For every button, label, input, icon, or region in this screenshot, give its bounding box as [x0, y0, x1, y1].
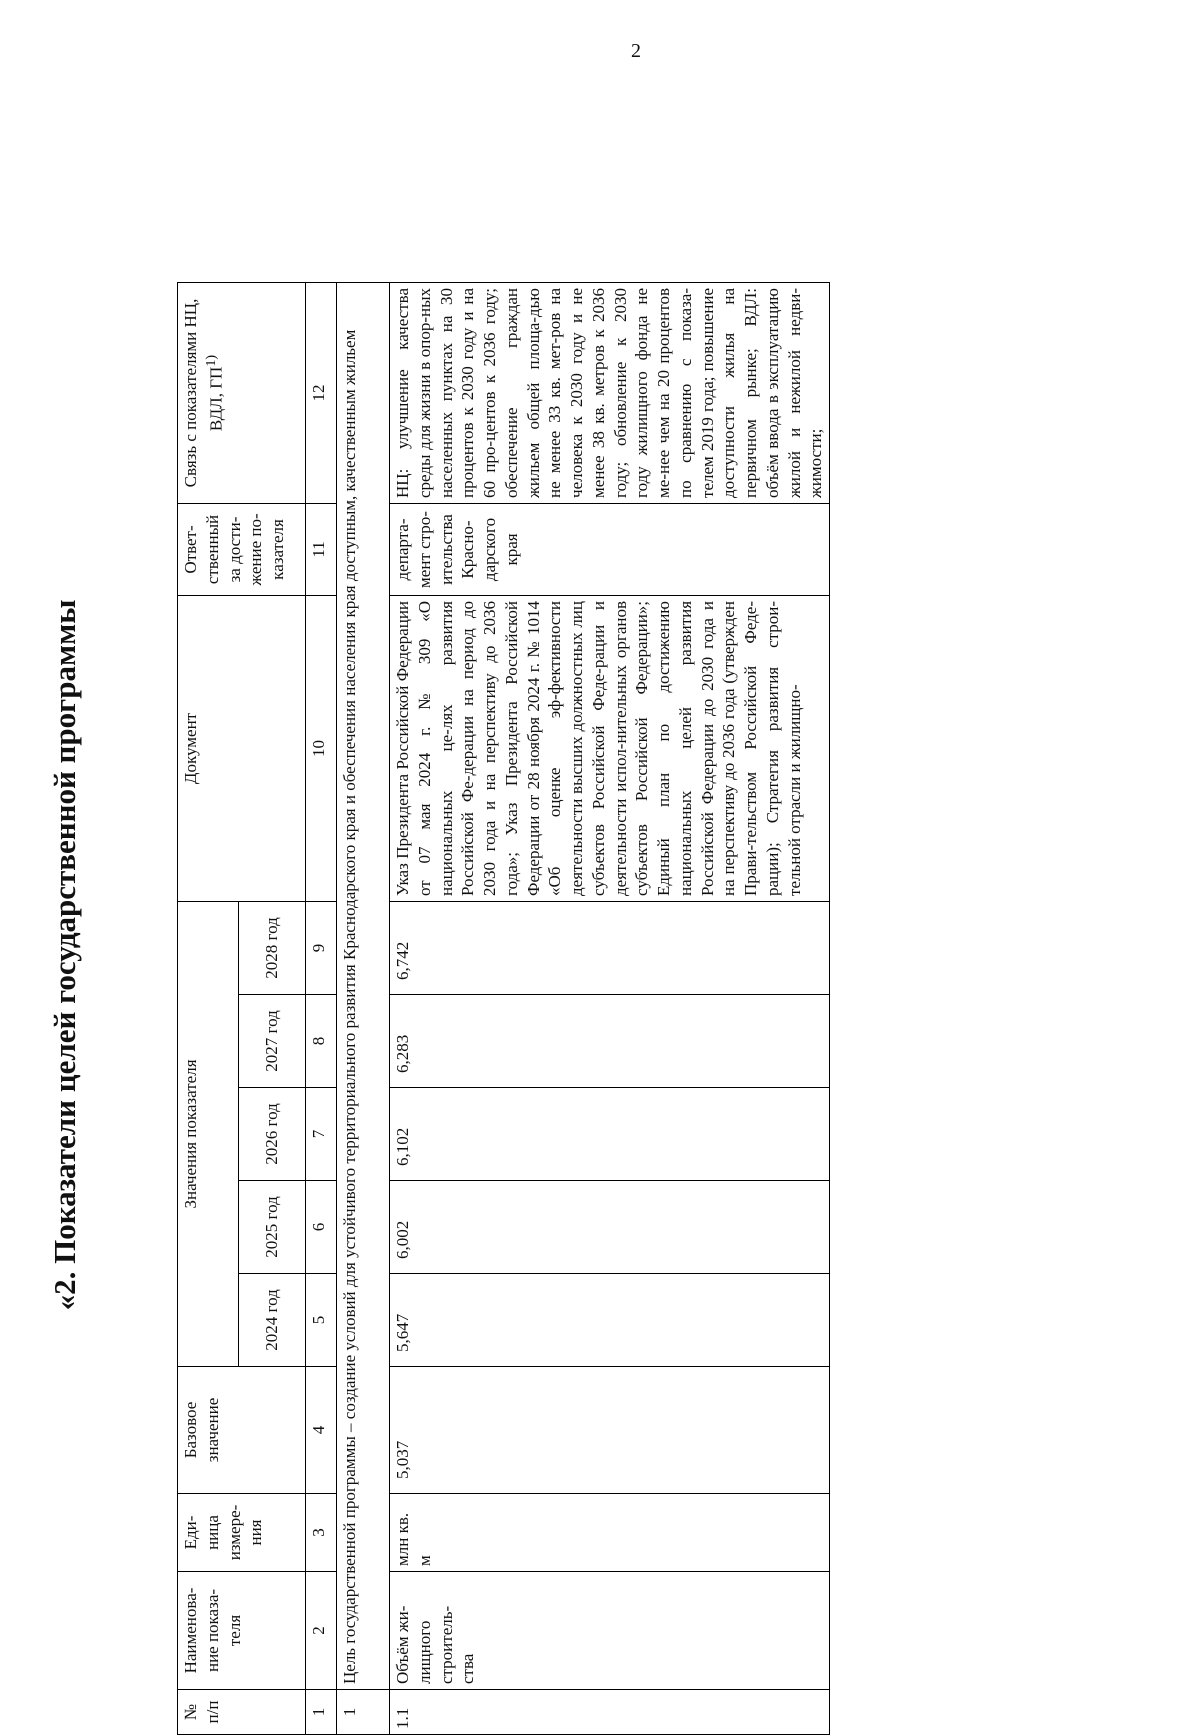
indicator-value-2027: 6,283 — [390, 995, 830, 1088]
indicator-link: НЦ: улучшение качества среды для жизни в опор-ных населенных пунктах на 30 процентов к 2030 году и на 60 про-центов к 2036 году; обеспечение граждан жильем общей площа-дью не менее 33 кв. мет-ров на человека к 2030 году и не менее 38 кв. метров к 2036 году; обновление к 2030 году жилищного фонда не ме-нее чем на 20 процентов по сравнению с показа-телем 2019 года; повышение доступности жилья на первичном рынке; ВДЛ: объём ввода в эксплуатацию жилой и нежилой недви-жимости; — [390, 282, 830, 503]
indicator-document: Указ Президента Российской Федерации от 07 мая 2024 г. № 309 «О национальных це-лях развития Российской Фе-дерации на период до 2030 года и на перспективу до 2036 года»; Указ Президента Российской Федерации от 28 ноября 2024 г. № 1014 «Об оценке эф-фективности деятельности высших должностных лиц субъектов Российской Феде-рации и деятельности испол-нительных органов субъектов Российской Федерации»; Единый план по достижению национальных целей развития Российской Федерации до 2030 года и на перспективу до 2036 года (утвержден Прави-тельством Российской Феде-рации); Стратегия развития строи-тельной отрасли и жилищно- — [390, 595, 830, 901]
indicator-name: Объём жи-лищного строитель-ства — [390, 1572, 830, 1690]
indicator-value-2024: 5,647 — [390, 1274, 830, 1367]
indicator-value-2026: 6,102 — [390, 1088, 830, 1181]
header-document: Документ — [178, 595, 306, 901]
header-year-2025: 2025 год — [239, 1181, 306, 1274]
header-year-2027: 2027 год — [239, 995, 306, 1088]
column-numbers-row — [306, 282, 337, 1734]
column-number: 11 — [306, 503, 337, 595]
header-name: Наименова-ние показа-теля — [178, 1572, 306, 1690]
page-number: 2 — [631, 40, 641, 62]
column-number: 5 — [306, 1274, 337, 1367]
indicator-value-2025: 6,002 — [390, 1181, 830, 1274]
header-row — [178, 282, 239, 1734]
column-number: 12 — [306, 282, 337, 503]
header-year-2028: 2028 год — [239, 901, 306, 994]
header-base: Базовое значение — [178, 1367, 306, 1494]
indicator-row — [390, 282, 830, 1734]
goal-text: Цель государственной программы – создание условий для устойчивого территориального развития Краснодарского края и обеспечения населения края доступным, качественным жильем — [337, 282, 390, 1689]
indicator-unit: млн кв. м — [390, 1494, 830, 1572]
indicator-number: 1.1 — [390, 1690, 830, 1735]
column-number: 3 — [306, 1494, 337, 1572]
header-year-2026: 2026 год — [239, 1088, 306, 1181]
column-number: 10 — [306, 595, 337, 901]
header-num: № п/п — [178, 1690, 306, 1735]
header-values-group: Значения показателя — [178, 901, 239, 1366]
indicator-value-2028: 6,742 — [390, 901, 830, 994]
header-year-2024: 2024 год — [239, 1274, 306, 1367]
rotated-page-content — [30, 175, 1090, 1735]
indicators-table — [177, 282, 830, 1735]
column-number: 6 — [306, 1181, 337, 1274]
header-link-text: Связь с показателями НЦ, ВДЛ, ГП — [181, 298, 226, 488]
column-number: 4 — [306, 1367, 337, 1494]
header-responsible: Ответ-ственный за дости-жение по-казателя — [178, 503, 306, 595]
header-unit: Еди-ница измере-ния — [178, 1494, 306, 1572]
column-number: 7 — [306, 1088, 337, 1181]
indicator-base-value: 5,037 — [390, 1367, 830, 1494]
header-link — [178, 282, 306, 503]
section-title: «2. Показатели целей государственной программы — [47, 599, 82, 1311]
goal-number: 1 — [337, 1690, 390, 1735]
column-number: 1 — [306, 1690, 337, 1735]
column-number: 8 — [306, 995, 337, 1088]
column-number: 9 — [306, 901, 337, 994]
header-link-footnote: 1) — [202, 354, 219, 367]
goal-row — [337, 282, 390, 1734]
column-number: 2 — [306, 1572, 337, 1690]
indicator-responsible: департа-мент стро-ительства Красно-дарского края — [390, 503, 830, 595]
